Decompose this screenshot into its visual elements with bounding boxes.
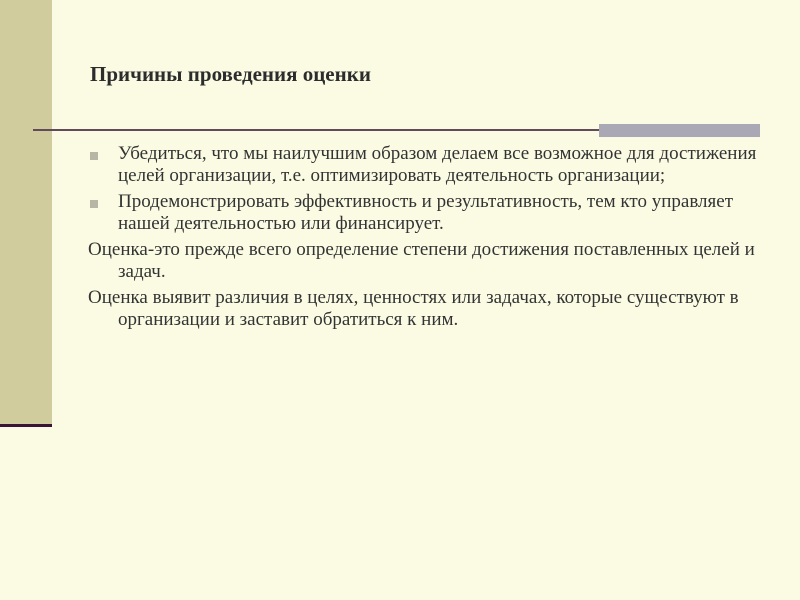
- bullet-text: Продемонстрировать эффективность и результативность, тем кто управляет нашей деятельностью или финансирует.: [118, 191, 733, 234]
- left-decor-bar: [0, 0, 52, 424]
- title-divider-accent: [599, 124, 760, 137]
- bullet-item: [88, 191, 768, 235]
- paragraph: Оценка-это прежде всего определение степени достижения поставленных целей и задач.: [88, 239, 755, 282]
- paragraph: Оценка выявит различия в целях, ценностях или задачах, которые существуют в организации и заставит обратиться к ним.: [88, 287, 739, 330]
- slide-title: Причины проведения оценки: [90, 62, 371, 86]
- bullet-item: [88, 143, 768, 187]
- slide-content: [88, 143, 768, 335]
- bullet-text: Убедиться, что мы наилучшим образом делаем все возможное для достижения целей организации, т.е. оптимизировать деятельность организации;: [118, 143, 757, 186]
- square-bullet-icon: [90, 200, 98, 208]
- square-bullet-icon: [90, 152, 98, 160]
- left-decor-bar-end: [0, 424, 52, 427]
